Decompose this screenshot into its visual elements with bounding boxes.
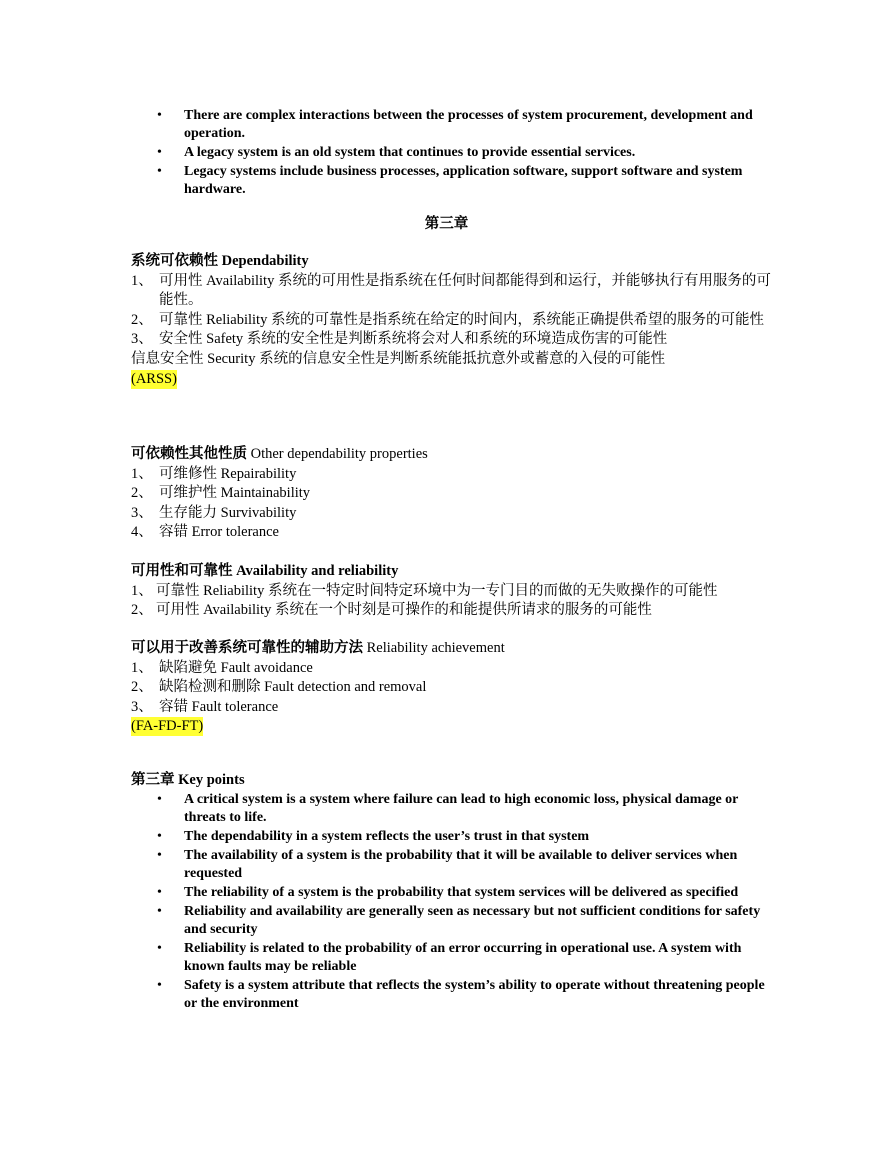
list-item: 3、 生存能力 Survivability bbox=[131, 504, 297, 521]
reliability-achievement-section bbox=[131, 639, 771, 737]
list-item: • The availability of a system is the probability that it will be available to deliver services when requested bbox=[131, 847, 771, 883]
other-properties-section bbox=[131, 445, 771, 543]
dependability-section bbox=[131, 252, 771, 389]
list-item: 2、 可靠性 Reliability 系统的可靠性是指系统在给定的时间内，系统能正确提供希望的服务的可能性 bbox=[131, 311, 764, 328]
list-item: • A critical system is a system where failure can lead to high economic loss, physical damage or threats to life. bbox=[131, 791, 771, 827]
list-item: 3、 安全性 Safety 系统的安全性是判断系统将会对人和系统的环境造成伤害的可能性 bbox=[131, 331, 668, 348]
section-heading: 可依赖性其他性质 Other dependability properties bbox=[131, 446, 428, 462]
list-item: 2、 可用性 Availability 系统在一个时刻是可操作的和能提供所请求的服务的可能性 bbox=[131, 602, 652, 619]
list-item: 1、 可用性 Availability 系统的可用性是指系统在任何时间都能得到和运行，并能够执行有用服务的可能性。 bbox=[131, 272, 771, 309]
list-item: 1、 可靠性 Reliability 系统在一特定时间特定环境中为一专门目的而做的无失败操作的可能性 bbox=[131, 582, 718, 599]
list-item: 1、 可维修性 Repairability bbox=[131, 465, 297, 482]
list-item: 3、 容错 Fault tolerance bbox=[131, 698, 279, 715]
list-item: • Legacy systems include business processes, application software, support software and system hardware. bbox=[131, 163, 771, 199]
list-item: • The reliability of a system is the probability that system services will be delivered as specified bbox=[131, 884, 771, 902]
section-heading: 系统可依赖性 Dependability bbox=[131, 253, 309, 269]
list-item: • Safety is a system attribute that reflects the system’s ability to operate without threatening people or the environment bbox=[131, 977, 771, 1013]
key-points-section bbox=[131, 771, 771, 1013]
chapter-title: 第三章 bbox=[424, 216, 469, 232]
list-item: 4、 容错 Error tolerance bbox=[131, 524, 279, 541]
highlighted-mnemonic: (FA-FD-FT) bbox=[131, 718, 204, 735]
list-item: • Reliability is related to the probability of an error occurring in operational use. A system with known faults may be reliable bbox=[131, 940, 771, 976]
top-bullet-list bbox=[131, 107, 771, 199]
list-item: • Reliability and availability are generally seen as necessary but not sufficient conditions for safety and security bbox=[131, 903, 771, 939]
section-heading: 可用性和可靠性 Availability and reliability bbox=[131, 563, 399, 579]
list-item: 1、 缺陷避免 Fault avoidance bbox=[131, 659, 313, 676]
section-heading: 可以用于改善系统可靠性的辅助方法 Reliability achievement bbox=[131, 640, 505, 656]
highlighted-mnemonic: (ARSS) bbox=[131, 370, 177, 387]
list-item: • There are complex interactions between the processes of system procurement, development and operation. bbox=[131, 107, 771, 143]
security-line: 信息安全性 Security 系统的信息安全性是判断系统能抵抗意外或蓄意的入侵的可能性 bbox=[131, 350, 666, 367]
key-points-list bbox=[131, 791, 771, 1013]
list-item: 2、 可维护性 Maintainability bbox=[131, 485, 311, 502]
list-item: • The dependability in a system reflects the user’s trust in that system bbox=[131, 828, 771, 846]
availability-reliability-section bbox=[131, 562, 771, 621]
section-heading: 第三章 Key points bbox=[131, 772, 245, 788]
list-item: 2、 缺陷检测和删除 Fault detection and removal bbox=[131, 679, 427, 696]
list-item: • A legacy system is an old system that continues to provide essential services. bbox=[131, 144, 771, 162]
